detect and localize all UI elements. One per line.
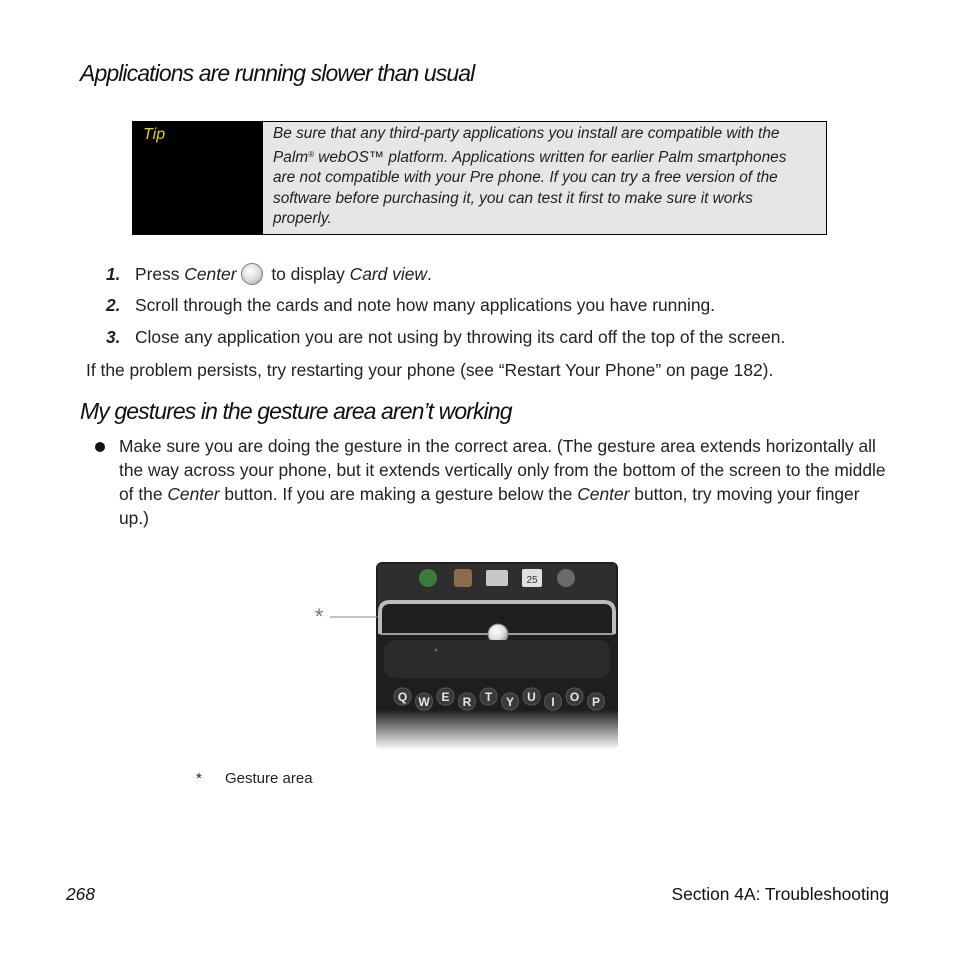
tip-line: Palm® webOS™ platform. Applications written for earlier Palm smartphones [273,148,787,166]
key-label: U [527,690,536,704]
key-label: O [569,690,580,704]
tip-line: Be sure that any third-party applications you install are compatible with the [273,125,780,142]
home-app-icon [454,569,472,587]
bottom-fade [370,710,620,750]
key-label: Q [397,690,408,704]
key-label: E [441,690,450,704]
key-label: Y [505,695,515,709]
svg-text:25: 25 [526,575,538,586]
phone-slider [384,640,610,678]
figure-legend: * Gesture area [196,770,313,787]
mail-app-icon [486,570,508,586]
tip-text [263,122,826,234]
bullet-icon [95,442,105,452]
phone-gesture-figure [300,560,620,750]
key-label: T [484,690,493,704]
tip-box [132,121,827,235]
persist-paragraph: If the problem persists, try restarting your phone (see “Restart Your Phone” on page 182). [86,360,774,380]
page-number: 268 [66,884,96,904]
section-heading-gestures: My gestures in the gesture area aren’t working [80,398,512,424]
tip-line: software before purchasing it, you can test it first to make sure it works [273,189,753,207]
section-footer: Section 4A: Troubleshooting [671,884,889,904]
key-label: P [591,695,601,709]
tip-line: are not compatible with your Pre phone. If you can try a free version of the [273,169,778,186]
step-3: 3. Close any application you are not using by throwing its card off the top of the screen. [106,327,786,347]
step-2: 2. Scroll through the cards and note how many applications you have running. [106,295,716,315]
key-label: W [418,695,430,709]
key-label: R [462,695,472,709]
tip-label: Tip [133,122,263,234]
phone-illustration [300,560,620,750]
section-heading-slow-apps: Applications are running slower than usual [80,60,475,86]
callout-star: * [314,604,324,629]
launcher-icon [557,569,575,587]
step-number: 2. [106,295,121,315]
speaker-dot [435,649,438,652]
step-number: 1. [106,264,121,284]
bullet-item: Make sure you are doing the gesture in the correct area. (The gesture area extends horizontally all the way across your phone, but it extends vertically only from the bottom of the screen to the middle of the Center button. If you are making a gesture below the Center button, try moving your finger up.) [119,436,886,528]
tip-line: properly. [273,210,332,227]
center-button-icon [241,263,263,285]
key-label: I [551,695,555,709]
step-1: 1. Press Center to display Card view. [106,264,432,284]
phone-app-icon [419,569,437,587]
step-number: 3. [106,327,121,347]
